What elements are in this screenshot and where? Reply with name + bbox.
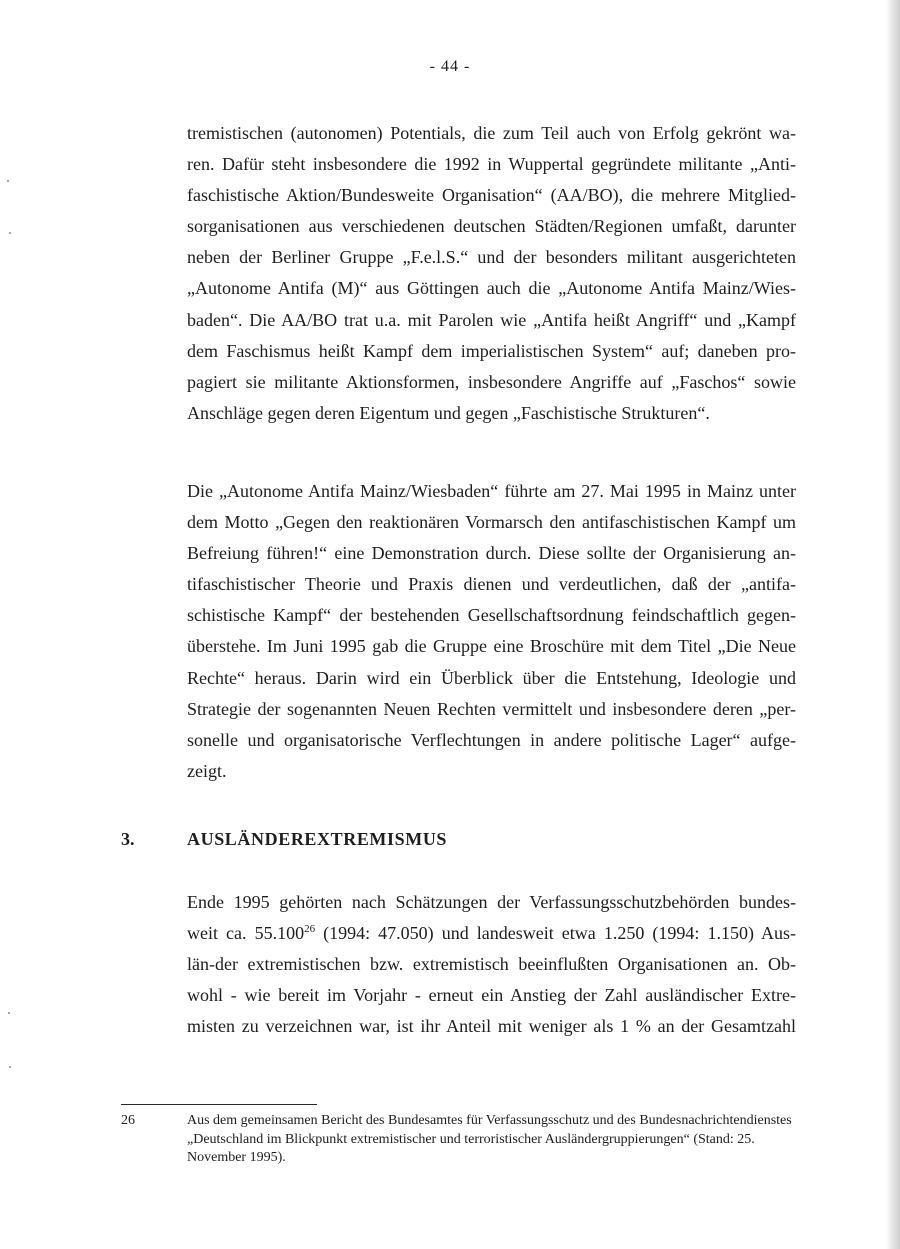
text-line: Befreiung führen!“ eine Demonstration durch. Diese sollte der Organisierung an-	[187, 543, 796, 564]
text-line: schistische Kampf“ der bestehenden Gesellschaftsordnung feindschaftlich gegen-	[187, 605, 796, 626]
text-line: län-der extremistischen bzw. extremistisch beeinflußten Organisationen an. Ob-	[187, 954, 796, 975]
text-line: sorganisationen aus verschiedenen deutschen Städten/Regionen umfaßt, darunter	[187, 216, 796, 237]
scan-speck	[9, 232, 11, 234]
text-line: Rechte“ heraus. Darin wird ein Überblick über die Entstehung, Ideologie und	[187, 667, 796, 688]
text-line: sonelle und organisatorische Verflechtungen in andere politische Lager“ aufge-	[187, 729, 796, 750]
text-line: Anschläge gegen deren Eigentum und gegen „Faschistische Strukturen“.	[187, 402, 710, 423]
section-heading: AUSLÄNDEREXTREMISMUS	[187, 829, 448, 849]
scan-speck	[7, 180, 9, 182]
text-line: Ende 1995 gehörten nach Schätzungen der Verfassungsschutzbehörden bundes-	[187, 892, 796, 912]
text-line: neben der Berliner Gruppe „F.e.l.S.“ und der besonders militant ausgerichteten	[187, 247, 796, 268]
text-line: dem Faschismus heißt Kampf dem imperialistischen System“ auf; daneben pro-	[187, 340, 796, 361]
scan-speck	[9, 1066, 11, 1068]
page-number: - 44 -	[429, 58, 471, 75]
text-line: baden“. Die AA/BO trat u.a. mit Parolen wie „Antifa heißt Angriff“ und „Kampf	[187, 309, 796, 330]
scan-speck	[8, 1012, 10, 1014]
paragraph-auslaenderextremismus	[187, 887, 796, 1042]
text-line: dem Motto „Gegen den reaktionären Vormarsch den antifaschistischen Kampf um	[187, 512, 796, 533]
footnote-text: Aus dem gemeinsamen Bericht des Bundesamtes für Verfassungsschutz und des Bundesnachrichtendienstes „Deutschland im Blickpunkt extremistischer und terroristischer Ausländergruppierungen“ (Stand: 25. November 1995).	[187, 1113, 792, 1165]
text-line: pagiert sie militante Aktionsformen, insbesondere Angriffe auf „Faschos“ sowie	[187, 371, 796, 392]
paragraph-antifa-aabo	[187, 118, 796, 429]
text-line: wohl - wie bereit im Vorjahr - erneut ein Anstieg der Zahl ausländischer Extre-	[187, 985, 796, 1006]
text-line: tremistischen (autonomen) Potentials, die zum Teil auch von Erfolg gekrönt wa-	[187, 123, 796, 143]
text-line: misten zu verzeichnen war, ist ihr Anteil mit weniger als 1 % an der Gesamtzahl	[187, 1016, 796, 1037]
text-line: tifaschistischer Theorie und Praxis dienen und verdeutlichen, daß der „antifa-	[187, 574, 796, 595]
footnote-separator	[121, 1104, 317, 1105]
text-line	[187, 918, 796, 949]
text-line: Die „Autonome Antifa Mainz/Wiesbaden“ führte am 27. Mai 1995 in Mainz unter	[187, 481, 796, 501]
paragraph-mainz-demonstration	[187, 476, 796, 787]
text-fragment: weit ca. 55.100	[187, 923, 305, 944]
text-line: Strategie der sogenannten Neuen Rechten vermittelt und insbesondere deren „per-	[187, 698, 796, 719]
text-line: ren. Dafür steht insbesondere die 1992 in Wuppertal gegründete militante „Anti-	[187, 154, 796, 175]
page-edge-shadow	[886, 0, 900, 1249]
text-line: überstehe. Im Juni 1995 gab die Gruppe eine Broschüre mit dem Titel „Die Neue	[187, 636, 796, 657]
text-fragment: (1994: 47.050) und landesweit etwa 1.250 (1994: 1.150) Aus-	[315, 923, 797, 944]
text-line: faschistische Aktion/Bundesweite Organisation“ (AA/BO), die mehrere Mitglied-	[187, 185, 796, 206]
footnote-reference: 26	[304, 923, 316, 936]
text-line: zeigt.	[187, 760, 227, 781]
footnote-number: 26	[121, 1113, 135, 1128]
text-line: „Autonome Antifa (M)“ aus Göttingen auch die „Autonome Antifa Mainz/Wies-	[187, 278, 796, 299]
section-number: 3.	[121, 829, 135, 849]
